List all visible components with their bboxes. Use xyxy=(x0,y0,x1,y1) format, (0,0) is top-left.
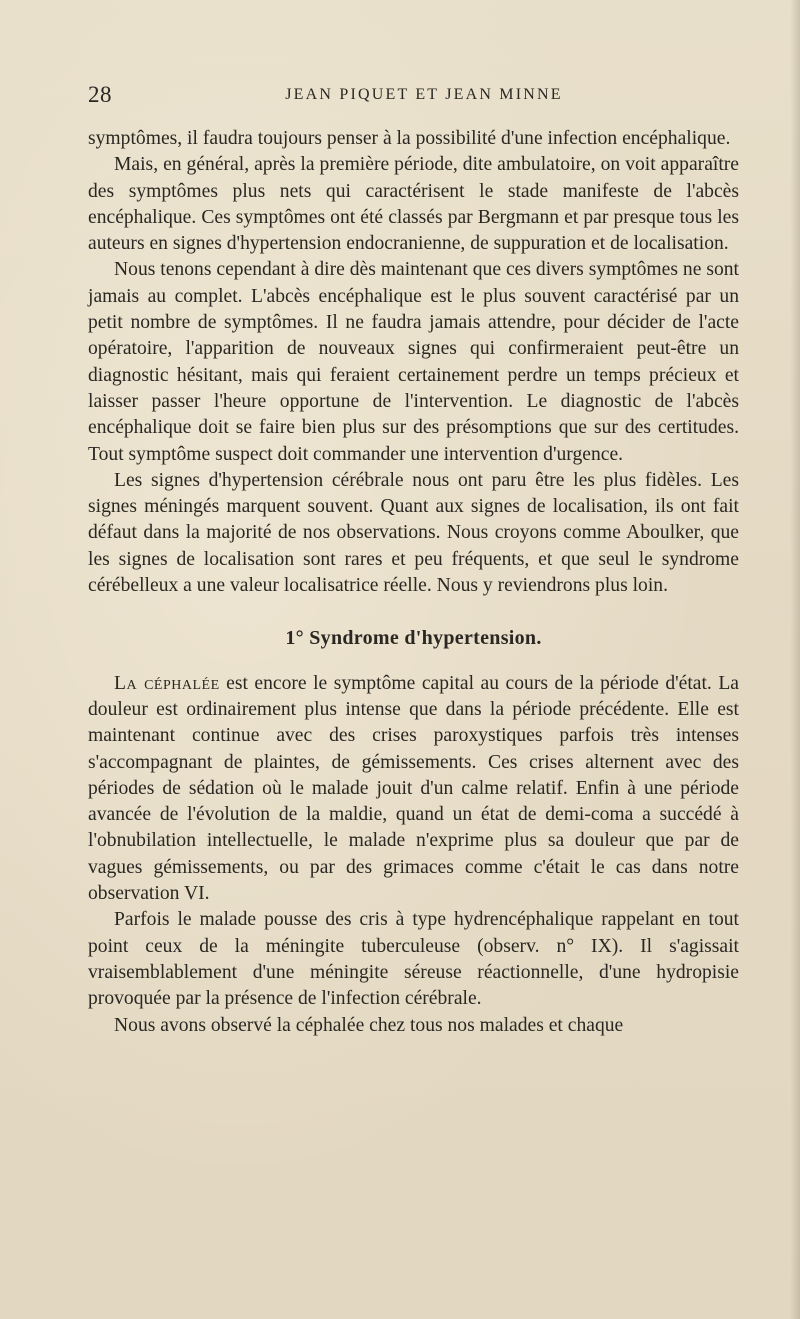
running-head: JEAN PIQUET ET JEAN MINNE xyxy=(285,86,563,103)
body-text xyxy=(88,126,739,1039)
page-number: 28 xyxy=(88,82,112,107)
paragraph: Nous tenons cependant à dire dès maintenant que ces divers symptômes ne sont jamais au complet. L'abcès encéphalique est le plus souvent caractérisé par un petit nombre de symptômes. Il ne faudra jamais attendre, pour décider de l'acte opératoire, l'apparition de nouveaux signes qui confirmeraient peut-être un diagnostic hésitant, mais qui feraient certainement perdre un temps précieux et laisser passer l'heure opportune de l'intervention. Le diagnostic de l'abcès encéphalique doit se faire bien plus sur des présomptions que sur des certitudes. Tout symptôme suspect doit commander une intervention d'urgence. xyxy=(88,259,739,465)
paragraph: symptômes, il faudra toujours penser à la possibilité d'une infection encéphalique. xyxy=(88,128,731,149)
section-heading: 1° Syndrome d'hypertension. xyxy=(285,627,542,650)
page-header xyxy=(88,82,738,112)
paragraph: Parfois le malade pousse des cris à type hydrencéphalique rappelant en tout point ceux de la méningite tuberculeuse (observ. n° IX). Il s'agissait vraisemblablement d'une méningite séreuse réactionnelle, d'une hydropisie provoquée par la présence de l'infection cérébrale. xyxy=(88,909,739,1010)
paragraph: Mais, en général, après la première période, dite ambulatoire, on voit apparaître des symptômes plus nets qui caractérisent le stade manifeste de l'abcès encéphalique. Ces symptômes ont été classés par Bergmann et par presque tous les auteurs en signes d'hypertension endocranienne, de suppuration et de localisation. xyxy=(88,154,739,255)
page-edge-shadow xyxy=(790,0,800,1319)
paragraph-text: est encore le symptôme capital au cours de la période d'état. La douleur est ordinairement plus intense que dans la période précédente. Elle est maintenant continue avec des crises paroxystiques parfois très intenses s'accompagnant de plaintes, de gémissements. Ces crises alternent avec des périodes de sédation où le malade jouit d'un calme relatif. Enfin à une période avancée de l'évolution de la maldie, quand un état de demi-coma a succédé à l'obnubilation intellectuelle, le malade n'exprime plus sa douleur que par de vagues gémissements, ou par des grimaces comme c'était le cas dans notre observation VI. xyxy=(88,672,739,905)
paragraph: Nous avons observé la céphalée chez tous nos malades et chaque xyxy=(114,1014,624,1036)
smallcaps-lead: La céphalée xyxy=(114,672,220,694)
paragraph: Les signes d'hypertension cérébrale nous ont paru être les plus fidèles. Les signes méningés marquent souvent. Quant aux signes de localisation, ils ont fait défaut dans la majorité de nos observations. Nous croyons comme Aboulker, que les signes de localisation sont rares et peu fréquents, et que seul le syndrome cérébelleux a une valeur localisatrice réelle. Nous y reviendrons plus loin. xyxy=(88,469,739,597)
paragraph xyxy=(88,671,739,908)
